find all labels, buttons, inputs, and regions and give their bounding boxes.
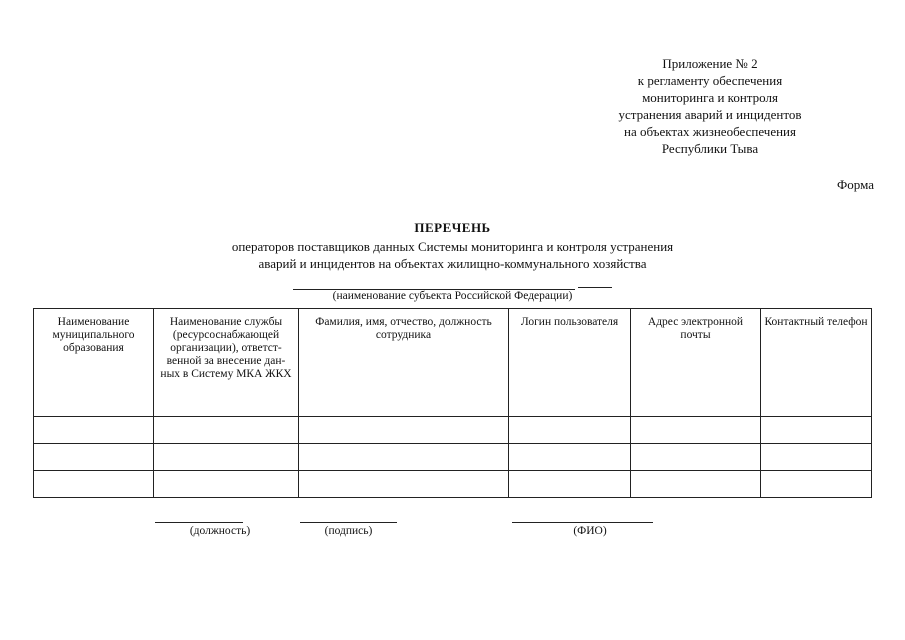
table-cell[interactable] [631,417,761,444]
table-cell[interactable] [34,471,154,498]
full-name-label: (ФИО) [573,525,607,537]
table-cell[interactable] [761,417,872,444]
appendix-line: Приложение № 2 [662,56,758,71]
appendix-line: на объектах жизнеобеспечения [624,124,796,139]
col-header-service: Наименование службы (ресурсоснабжающей организации), ответст-венной за внесение дан-ных в Систему МКА ЖКХ [154,309,299,417]
table-cell[interactable] [761,471,872,498]
col-header-municipality: Наименование муниципального образования [34,309,154,417]
table-header-row [34,309,872,417]
document-subtitle [0,238,905,272]
col-header-phone: Контактный телефон [761,309,872,417]
subtitle-line-2: аварий и инцидентов на объектах жилищно-коммунального хозяйства [258,256,647,271]
position-signature-line [155,522,243,523]
document-title: ПЕРЕЧЕНЬ [414,220,491,235]
subtitle-line-1: операторов поставщиков данных Системы мониторинга и контроля устранения [231,239,674,254]
table-cell[interactable] [34,444,154,471]
table-cell[interactable] [299,417,509,444]
appendix-line: устранения аварий и инцидентов [618,107,802,122]
full-name-line [512,522,653,523]
table-cell[interactable] [509,417,631,444]
col-header-login: Логин пользователя [509,309,631,417]
form-label: Форма [837,177,874,192]
table-cell[interactable] [509,444,631,471]
col-header-email: Адрес электронной почты [631,309,761,417]
appendix-line: мониторинга и контроля [642,90,778,105]
table-cell[interactable] [631,444,761,471]
table-cell[interactable] [154,471,299,498]
subject-caption: (наименование субъекта Российской Федерации) [332,290,573,302]
table-cell[interactable] [299,471,509,498]
table-row [34,417,872,444]
subject-name-line-short [578,287,612,288]
appendix-block [590,55,830,157]
table-cell[interactable] [154,417,299,444]
appendix-line: к регламенту обеспечения [637,73,783,88]
table-cell[interactable] [299,444,509,471]
table-row [34,444,872,471]
table-cell[interactable] [631,471,761,498]
table-cell[interactable] [509,471,631,498]
appendix-line: Республики Тыва [661,141,759,156]
table-cell[interactable] [154,444,299,471]
position-label: (должность) [189,525,251,537]
col-header-employee-name: Фамилия, имя, отчество, должность сотрудника [299,309,509,417]
table-cell[interactable] [34,417,154,444]
table-row [34,471,872,498]
operators-table [33,308,872,498]
table-cell[interactable] [761,444,872,471]
signature-line [300,522,397,523]
signature-label: (подпись) [324,525,373,537]
